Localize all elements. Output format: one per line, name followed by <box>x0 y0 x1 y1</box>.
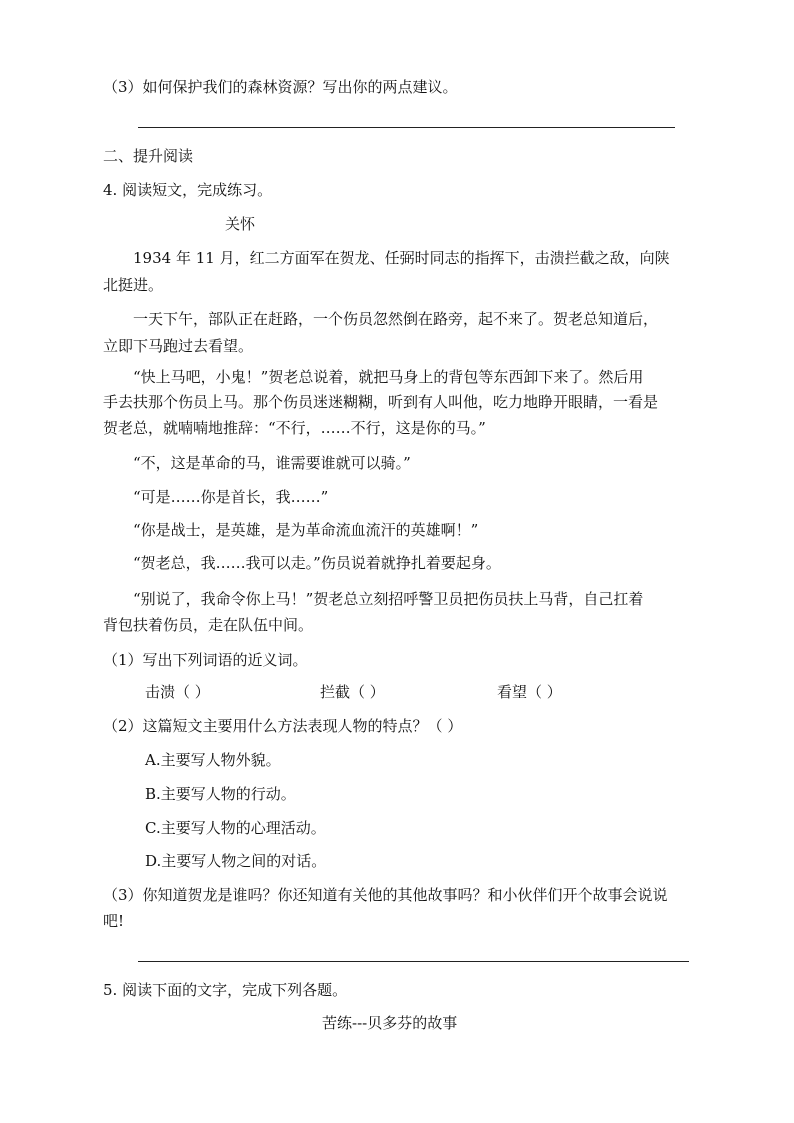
section-heading: 二、提升阅读 <box>103 147 194 165</box>
passage-paragraph-3-cont-1: 手去扶那个伤员上马。那个伤员迷迷糊糊，听到有人叫他，吃力地睁开眼睛，一看是 <box>103 393 659 411</box>
synonym-blank-2[interactable]: 拦截（ ） <box>320 683 385 701</box>
question-4-2: （2）这篇短文主要用什么方法表现人物的特点？（ ） <box>103 717 463 735</box>
synonym-blank-1[interactable]: 击溃（ ） <box>145 683 210 701</box>
question-4-3-cont: 吧! <box>103 912 125 930</box>
option-a[interactable]: A.主要写人物外貌。 <box>145 751 281 769</box>
passage-paragraph-7: “贺老总，我……我可以走。”伤员说着就挣扎着要起身。 <box>133 554 501 572</box>
answer-line-q4-3 <box>138 961 689 962</box>
question-4-3: （3）你知道贺龙是谁吗？你还知道有关他的其他故事吗？和小伙伴们开个故事会说说 <box>103 886 668 904</box>
passage-paragraph-1: 1934 年 11 月，红二方面军在贺龙、任弼时同志的指挥下，击溃拦截之敌，向陕 <box>133 249 670 267</box>
passage-paragraph-3-cont-2: 贺老总，就喃喃地推辞：“不行，……不行，这是你的马。” <box>103 419 486 437</box>
synonym-blank-3[interactable]: 看望（ ） <box>497 683 562 701</box>
question-4-1: （1）写出下列词语的近义词。 <box>103 651 308 669</box>
passage-paragraph-8-cont: 背包扶着伤员，走在队伍中间。 <box>103 616 314 634</box>
passage-paragraph-6: “你是战士，是英雄，是为革命流血流汗的英雄啊！” <box>133 521 479 539</box>
passage-paragraph-2-cont: 立即下马跑过去看望。 <box>103 337 254 355</box>
option-c[interactable]: C.主要写人物的心理活动。 <box>145 819 326 837</box>
option-d[interactable]: D.主要写人物之间的对话。 <box>145 852 327 870</box>
answer-line-q3 <box>138 127 675 128</box>
passage-paragraph-5: “可是……你是首长，我……” <box>133 488 329 506</box>
option-b[interactable]: B.主要写人物的行动。 <box>145 785 296 803</box>
question-5-prompt: 5. 阅读下面的文字，完成下列各题。 <box>103 981 348 999</box>
passage-paragraph-4: “不，这是革命的马，谁需要谁就可以骑。” <box>133 454 411 472</box>
passage-paragraph-8: “别说了，我命令你上马！”贺老总立刻招呼警卫员把伤员扶上马背，自己扛着 <box>133 590 644 608</box>
passage-5-title: 苦练---贝多芬的故事 <box>322 1014 458 1032</box>
question-3-forest: （3）如何保护我们的森林资源？写出你的两点建议。 <box>103 78 458 96</box>
passage-paragraph-3: “快上马吧，小鬼！”贺老总说着，就把马身上的背包等东西卸下来了。然后用 <box>133 368 644 386</box>
question-4-prompt: 4. 阅读短文，完成练习。 <box>103 181 273 199</box>
passage-paragraph-2: 一天下午，部队正在赶路，一个伤员忽然倒在路旁，起不来了。贺老总知道后， <box>133 310 659 328</box>
passage-title: 关怀 <box>225 215 256 233</box>
passage-paragraph-1-cont: 北挺进。 <box>103 276 164 294</box>
